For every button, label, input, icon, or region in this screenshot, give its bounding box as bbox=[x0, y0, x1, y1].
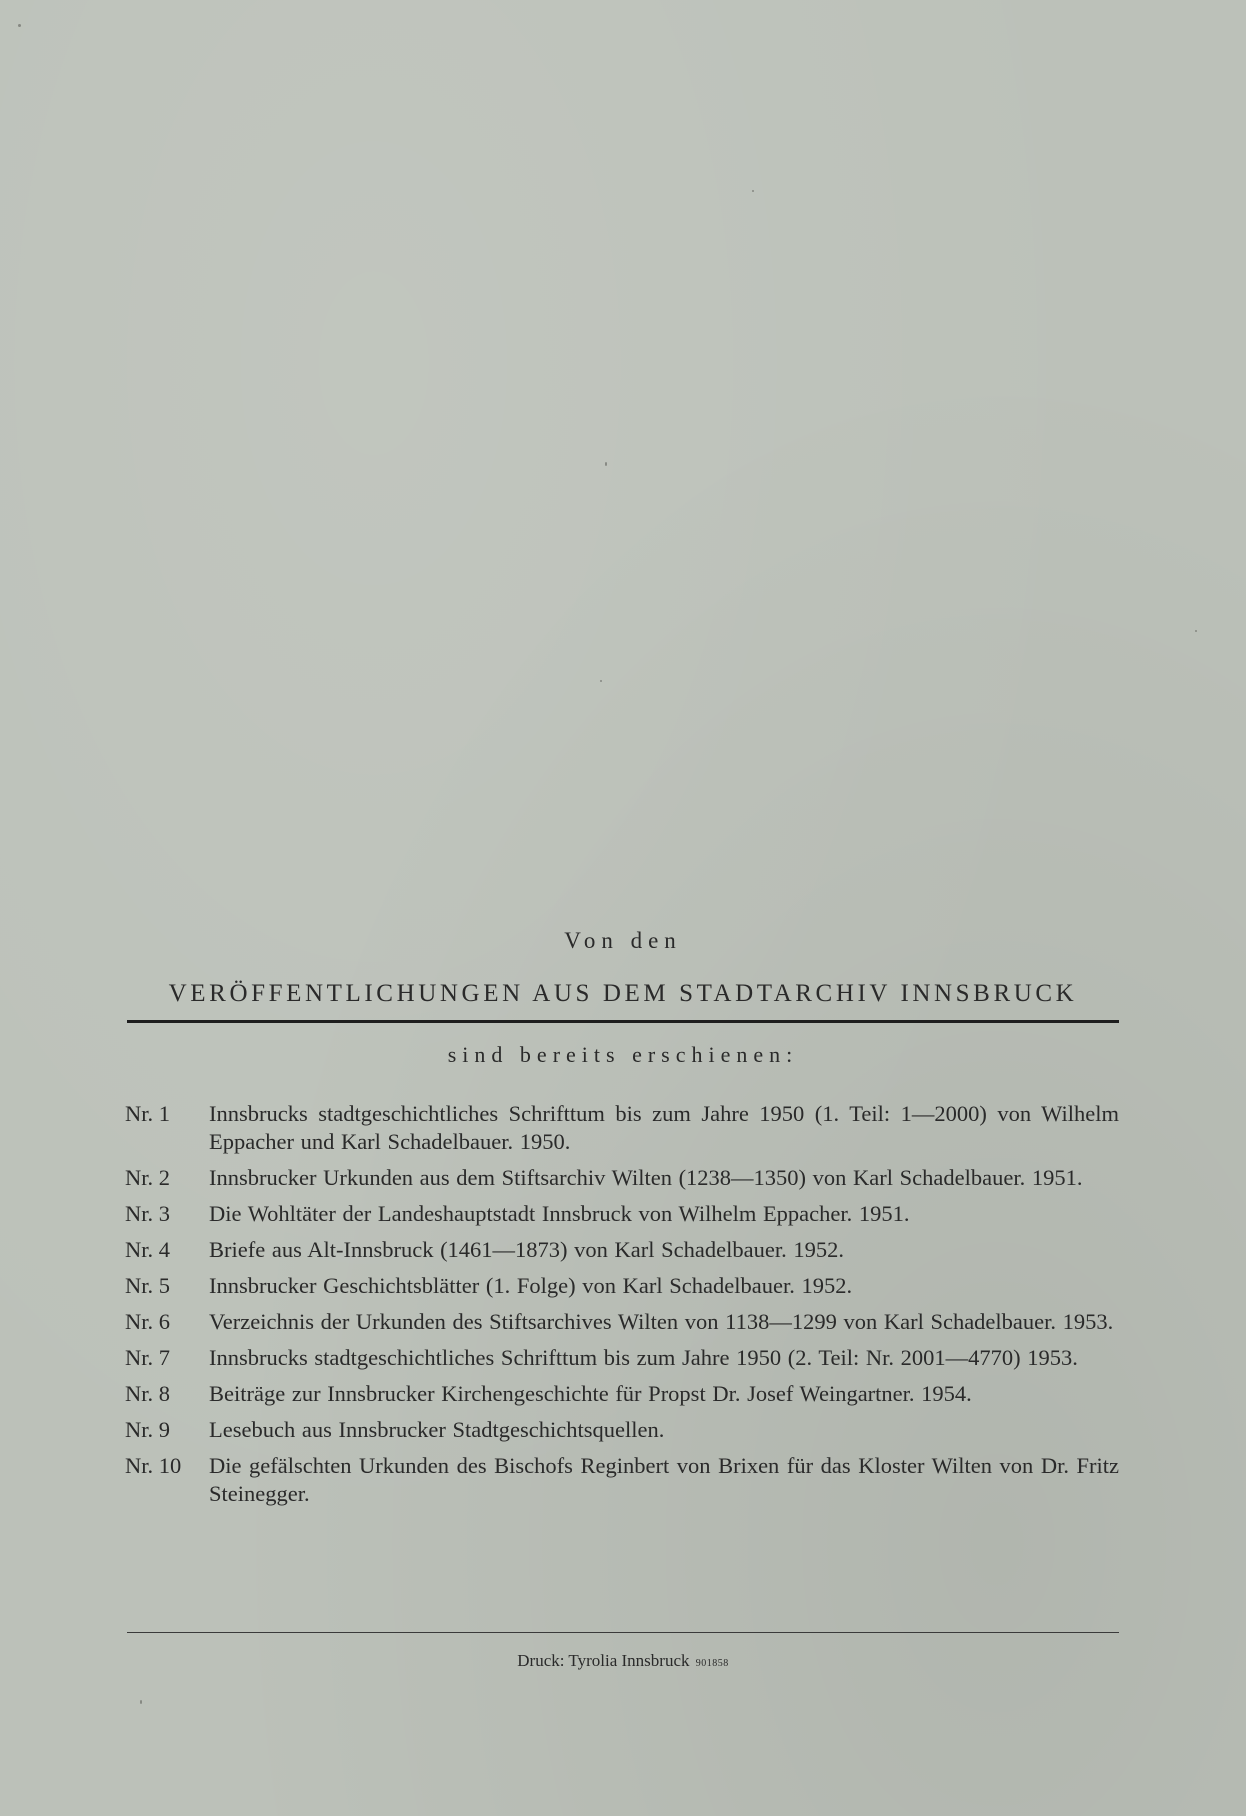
paper-speck bbox=[605, 462, 607, 466]
publication-title: Innsbrucker Geschichtsblätter (1. Folge) von Karl Schadelbauer. 1952. bbox=[209, 1273, 853, 1298]
footer-rule bbox=[127, 1632, 1119, 1633]
paper-speck bbox=[18, 24, 21, 27]
publication-title: Lesebuch aus Innsbrucker Stadtgeschichtsquellen. bbox=[209, 1417, 665, 1442]
publication-number: Nr. 8 bbox=[125, 1381, 170, 1406]
list-item bbox=[125, 1380, 1119, 1408]
paper-speck bbox=[1195, 630, 1197, 632]
list-item bbox=[125, 1236, 1119, 1264]
publication-title: Die gefälschten Urkunden des Bischofs Reginbert von Brixen für das Kloster Wilten von Dr. Fritz Steinegger. bbox=[209, 1453, 1119, 1506]
list-item bbox=[125, 1344, 1119, 1372]
list-item bbox=[125, 1272, 1119, 1300]
publication-title: Innsbrucks stadtgeschichtliches Schrifttum bis zum Jahre 1950 (2. Teil: Nr. 2001—4770) 1953. bbox=[209, 1345, 1078, 1370]
paper-speck bbox=[140, 1700, 142, 1704]
intro-text: Von den bbox=[564, 928, 682, 953]
list-item bbox=[125, 1452, 1119, 1508]
paper-speck bbox=[600, 680, 602, 682]
series-title: VERÖFFENTLICHUNGEN AUS DEM STADTARCHIV INNSBRUCK bbox=[168, 980, 1078, 1007]
publication-number: Nr. 10 bbox=[125, 1453, 182, 1478]
subtitle: sind bereits erschienen: bbox=[447, 1042, 799, 1067]
publication-number: Nr. 4 bbox=[125, 1237, 170, 1262]
publication-title: Beiträge zur Innsbrucker Kirchengeschichte für Propst Dr. Josef Weingartner. 1954. bbox=[209, 1381, 972, 1406]
publication-number: Nr. 6 bbox=[125, 1309, 170, 1334]
imprint-code: 901858 bbox=[695, 1658, 729, 1669]
publication-title: Innsbrucker Urkunden aus dem Stiftsarchiv Wilten (1238—1350) von Karl Schadelbauer. 1951. bbox=[209, 1165, 1083, 1190]
publication-number: Nr. 2 bbox=[125, 1165, 170, 1190]
title-rule bbox=[127, 1020, 1119, 1023]
publication-title: Verzeichnis der Urkunden des Stiftsarchives Wilten von 1138—1299 von Karl Schadelbauer. 1953. bbox=[209, 1309, 1114, 1334]
paper-speck bbox=[752, 190, 754, 192]
list-item bbox=[125, 1200, 1119, 1228]
imprint-text: Druck: Tyrolia Innsbruck bbox=[517, 1651, 690, 1670]
publication-number: Nr. 5 bbox=[125, 1273, 170, 1298]
publication-title: Die Wohltäter der Landeshauptstadt Innsbruck von Wilhelm Eppacher. 1951. bbox=[209, 1201, 910, 1226]
list-item bbox=[125, 1164, 1119, 1192]
publication-title: Innsbrucks stadtgeschichtliches Schrifttum bis zum Jahre 1950 (1. Teil: 1—2000) von Wilhelm Eppacher und Karl Schadelbauer. 1950. bbox=[209, 1101, 1119, 1154]
publication-number: Nr. 3 bbox=[125, 1201, 170, 1226]
publication-number: Nr. 9 bbox=[125, 1417, 170, 1442]
publication-number: Nr. 7 bbox=[125, 1345, 170, 1370]
publication-title: Briefe aus Alt-Innsbruck (1461—1873) von Karl Schadelbauer. 1952. bbox=[209, 1237, 844, 1262]
list-item bbox=[125, 1416, 1119, 1444]
publication-number: Nr. 1 bbox=[125, 1101, 170, 1126]
list-item bbox=[125, 1308, 1119, 1336]
publication-list bbox=[125, 1100, 1119, 1516]
printer-imprint bbox=[0, 1651, 1246, 1671]
list-item bbox=[125, 1100, 1119, 1156]
